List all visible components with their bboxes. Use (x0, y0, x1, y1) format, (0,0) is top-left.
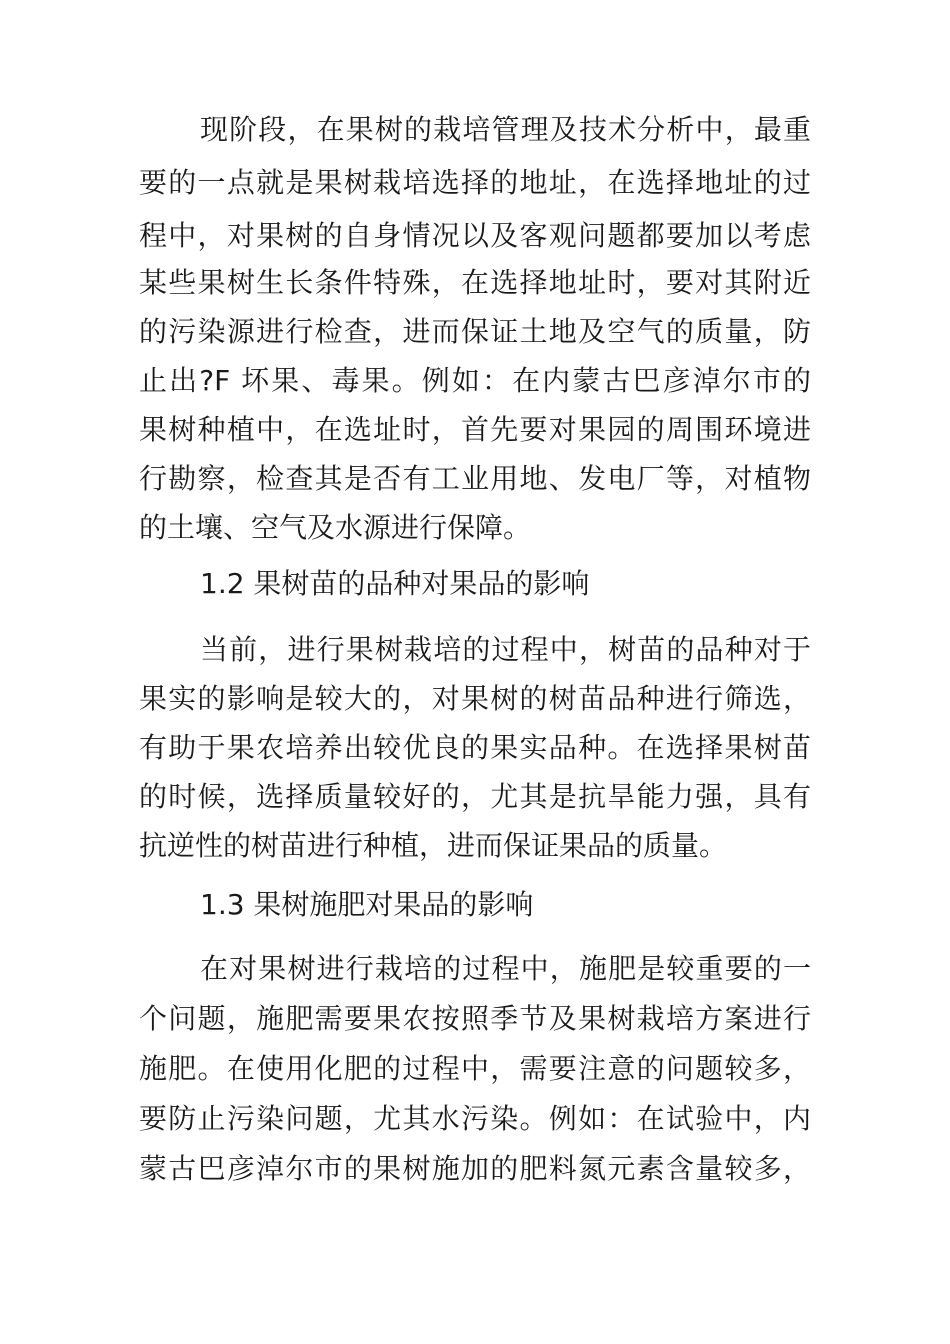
paragraph-line: 蒙古巴彦淖尔市的果树施加的肥料氮元素含量较多， (139, 1152, 811, 1185)
paragraph-line: 抗逆性的树苗进行种植，进而保证果品的质量。 (139, 829, 728, 862)
paragraph-line: 的时候，选择质量较好的，尤其是抗旱能力强，具有 (139, 780, 811, 813)
section-heading-1-2: 1.2 果树苗的品种对果品的影响 (200, 567, 590, 600)
section-heading-1-3: 1.3 果树施肥对果品的影响 (200, 888, 534, 921)
paragraph-line: 程中，对果树的自身情况以及客观问题都要加以考虑 (139, 219, 811, 252)
paragraph-line: 行勘察，检查其是否有工业用地、发电厂等，对植物 (139, 462, 811, 495)
paragraph-line: 个问题，施肥需要果农按照季节及果树栽培方案进行 (139, 1002, 811, 1035)
paragraph-line: 有助于果农培养出较优良的果实品种。在选择果树苗 (139, 731, 811, 764)
paragraph-line: 止出?F 坏果、毒果。例如：在内蒙古巴彦淖尔市的 (139, 364, 811, 397)
paragraph-line: 要防止污染问题，尤其水污染。例如：在试验中，内 (139, 1102, 811, 1135)
paragraph-line: 在对果树进行栽培的过程中，施肥是较重要的一 (200, 952, 811, 985)
paragraph-line: 某些果树生长条件特殊，在选择地址时，要对其附近 (139, 266, 811, 299)
paragraph-line: 果树种植中，在选址时，首先要对果园的周围环境进 (139, 413, 811, 446)
paragraph-line: 的污染源进行检查，进而保证土地及空气的质量，防 (139, 315, 811, 348)
paragraph-line: 当前，进行果树栽培的过程中，树苗的品种对于 (200, 633, 811, 666)
paragraph-line: 施肥。在使用化肥的过程中，需要注意的问题较多， (139, 1052, 811, 1085)
paragraph-line: 要的一点就是果树栽培选择的地址，在选择地址的过 (139, 166, 811, 199)
paragraph-line: 现阶段，在果树的栽培管理及技术分析中，最重 (200, 113, 811, 146)
paragraph-line: 的土壤、空气及水源进行保障。 (139, 511, 532, 544)
paragraph-line: 果实的影响是较大的，对果树的树苗品种进行筛选， (139, 682, 811, 715)
